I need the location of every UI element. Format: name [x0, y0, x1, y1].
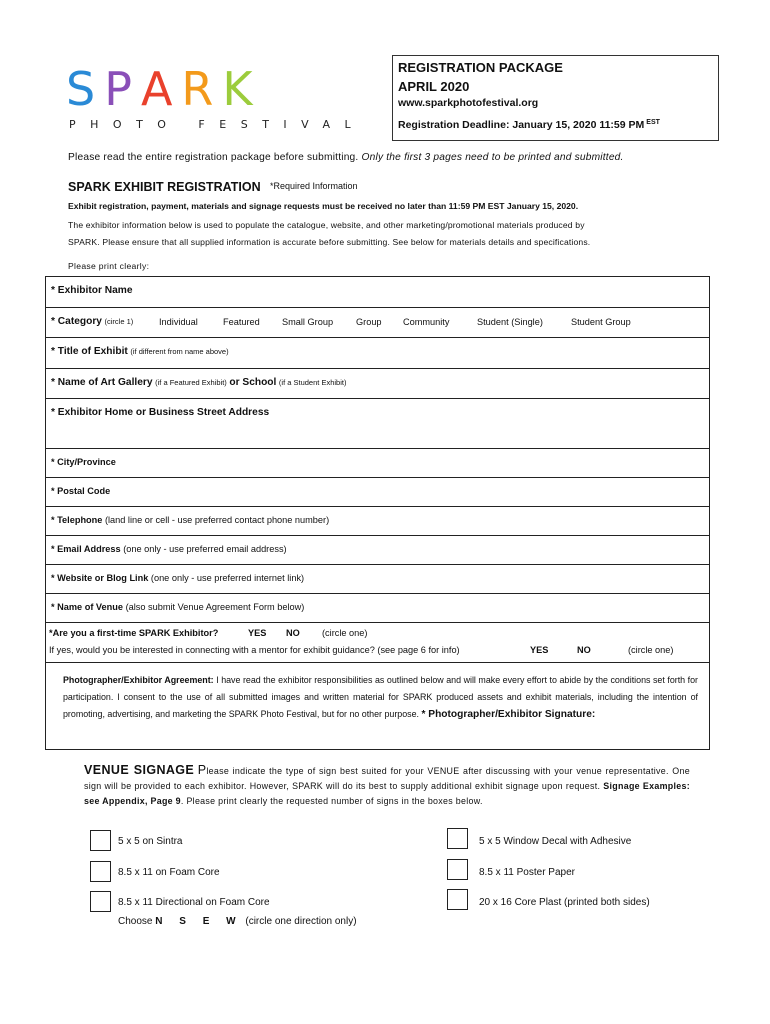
- sign-count-box-sintra[interactable]: [90, 830, 111, 851]
- sign-option-window-decal: 5 x 5 Window Decal with Adhesive: [479, 836, 632, 847]
- spark-logo: [66, 62, 366, 142]
- mentor-question: If yes, would you be interested in connecting with a mentor for exhibit guidance? (see page 6 for info): [49, 645, 460, 655]
- first-time-exhibitor-field: [46, 623, 709, 663]
- required-note: *Required Information: [270, 181, 358, 191]
- sign-option-poster-paper: 8.5 x 11 Poster Paper: [479, 867, 575, 878]
- sign-count-box-poster-paper[interactable]: [447, 859, 468, 880]
- sign-option-directional: 8.5 x 11 Directional on Foam Core: [118, 897, 270, 908]
- sign-count-box-core-plast[interactable]: [447, 889, 468, 910]
- intro-italic: Only the first 3 pages need to be printed and submitted.: [361, 152, 624, 163]
- info-paragraph-line2: SPARK. Please ensure that all supplied information is accurate before submitting. See below for materials details and specifications.: [68, 237, 591, 247]
- first-time-question: *Are you a first-time SPARK Exhibitor?: [49, 628, 219, 638]
- category-option-featured[interactable]: Featured: [223, 317, 260, 327]
- category-option-community[interactable]: Community: [403, 317, 450, 327]
- gallery-school-field[interactable]: [46, 369, 709, 399]
- exhibit-title-field[interactable]: [46, 338, 709, 369]
- venue-signage-text2: . Please print clearly the requested number of signs in the boxes below.: [180, 796, 483, 806]
- sign-count-box-directional[interactable]: [90, 891, 111, 912]
- mentor-circle-note: (circle one): [628, 645, 674, 655]
- venue-signage-paragraph: [84, 763, 690, 809]
- section-title: SPARK EXHIBIT REGISTRATION: [68, 180, 261, 194]
- first-time-no[interactable]: NO: [286, 628, 300, 638]
- postal-code-field[interactable]: [46, 478, 709, 507]
- exhibit-title-label: * Title of Exhibit: [51, 346, 128, 357]
- category-option-individual[interactable]: Individual: [159, 317, 198, 327]
- logo-letter-p: P: [104, 62, 141, 116]
- street-address-field[interactable]: [46, 399, 709, 449]
- header-title-line2: APRIL 2020: [398, 79, 470, 94]
- deadline-paragraph: Exhibit registration, payment, materials and signage requests must be received no later than 11:59 PM EST January 15, 2020.: [68, 201, 579, 211]
- category-option-student-single[interactable]: Student (Single): [477, 317, 543, 327]
- exhibit-title-label-wrap: [51, 346, 229, 357]
- sign-option-core-plast: 20 x 16 Core Plast (printed both sides): [479, 897, 650, 908]
- telephone-field[interactable]: [46, 507, 709, 536]
- street-address-label: * Exhibitor Home or Business Street Address: [51, 407, 270, 418]
- registration-form: [45, 276, 710, 750]
- email-field[interactable]: [46, 536, 709, 565]
- logo-letter-r: R: [181, 62, 223, 116]
- category-note: (circle 1): [104, 317, 134, 326]
- venue-label-wrap: [51, 602, 304, 612]
- agreement-body: I have read the exhibitor responsibilities as outlined below and will make every effort to abide by the conditions set forth for participation. I consent to the use of all submitted images and written material for SPARK produced assets and exhibit materials, including the intention of promoting, advertising, and marketing the SPARK Photo Festival, but for no other purpose.: [63, 675, 699, 719]
- choose-note: (circle one direction only): [245, 916, 357, 927]
- school-label: or School: [229, 377, 277, 388]
- website-label: * Website or Blog Link: [51, 573, 149, 583]
- exhibitor-name-label: * Exhibitor Name: [51, 285, 133, 296]
- mentor-no[interactable]: NO: [577, 645, 591, 655]
- deadline-text: Registration Deadline: January 15, 2020 11:59 PM: [398, 119, 645, 131]
- venue-name-field[interactable]: [46, 594, 709, 623]
- logo-wordmark: [66, 62, 262, 116]
- agreement-section: [46, 663, 709, 749]
- intro-plain: Please read the entire registration package before submitting.: [68, 152, 359, 163]
- postal-code-label: * Postal Code: [51, 486, 111, 496]
- exhibit-title-note: (if different from name above): [130, 347, 229, 356]
- telephone-note: (land line or cell - use preferred contact phone number): [104, 515, 330, 525]
- signage-examples: Signage Examples: see Appendix, Page 9: [84, 781, 690, 806]
- signature-label[interactable]: * Photographer/Exhibitor Signature:: [421, 709, 596, 720]
- telephone-label-wrap: [51, 515, 329, 525]
- gallery-label: * Name of Art Gallery: [51, 377, 153, 388]
- category-option-student-group[interactable]: Student Group: [571, 317, 631, 327]
- sign-option-foam-core: 8.5 x 11 on Foam Core: [118, 867, 220, 878]
- exhibitor-name-field[interactable]: [46, 277, 709, 308]
- category-label: * Category: [51, 316, 102, 327]
- sign-count-box-window-decal[interactable]: [447, 828, 468, 849]
- logo-subtitle: PHOTO FESTIVAL: [69, 118, 366, 131]
- school-note: (if a Student Exhibit): [278, 378, 347, 387]
- sign-option-sintra: 5 x 5 on Sintra: [118, 836, 183, 847]
- category-option-group[interactable]: Group: [356, 317, 382, 327]
- first-time-circle-note: (circle one): [322, 628, 368, 638]
- email-label-wrap: [51, 544, 287, 554]
- email-label: * Email Address: [51, 544, 121, 554]
- logo-letter-s: S: [66, 62, 105, 116]
- venue-note: (also submit Venue Agreement Form below): [125, 602, 305, 612]
- deadline-timezone: EST: [646, 119, 660, 126]
- info-paragraph-line1: The exhibitor information below is used to populate the catalogue, website, and other marketing/promotional materials produced by: [68, 220, 585, 230]
- agreement-label: Photographer/Exhibitor Agreement:: [63, 675, 214, 685]
- first-time-yes[interactable]: YES: [248, 628, 267, 638]
- website-label-wrap: [51, 573, 304, 583]
- sign-count-box-foam-core[interactable]: [90, 861, 111, 882]
- venue-label: * Name of Venue: [51, 602, 123, 612]
- logo-letter-a: A: [140, 62, 182, 116]
- email-note: (one only - use preferred email address): [123, 544, 287, 554]
- direction-chooser: [118, 916, 357, 927]
- website-note: (one only - use preferred internet link): [150, 573, 305, 583]
- gallery-label-wrap: [51, 377, 346, 388]
- header-title: [398, 58, 563, 96]
- website-field[interactable]: [46, 565, 709, 594]
- intro-text: [68, 152, 624, 163]
- agreement-text: [63, 672, 698, 723]
- website-url[interactable]: www.sparkphotofestival.org: [398, 97, 539, 109]
- logo-letter-k: K: [222, 62, 262, 116]
- please-print-note: Please print clearly:: [68, 261, 150, 271]
- city-field[interactable]: [46, 449, 709, 478]
- venue-signage-title: VENUE SIGNAGE: [84, 763, 195, 777]
- venue-signage-first-letter: P: [197, 763, 207, 777]
- city-label: * City/Province: [51, 457, 116, 467]
- venue-signage-text: lease indicate the type of sign best suited for your VENUE after discussing with your venue representative. One sign will be provided to each exhibitor. However, SPARK will do its best to supply additional exhibit signage upon request.: [84, 766, 690, 791]
- category-field[interactable]: [46, 308, 709, 338]
- telephone-label: * Telephone: [51, 515, 103, 525]
- mentor-yes[interactable]: YES: [530, 645, 549, 655]
- direction-options[interactable]: N S E W: [155, 916, 243, 927]
- category-option-small-group[interactable]: Small Group: [282, 317, 334, 327]
- category-label-wrap: [51, 316, 133, 327]
- header-title-line1: REGISTRATION PACKAGE: [398, 60, 563, 75]
- registration-deadline: [398, 119, 660, 131]
- choose-label: Choose: [118, 916, 153, 927]
- gallery-note: (if a Featured Exhibit): [155, 378, 227, 387]
